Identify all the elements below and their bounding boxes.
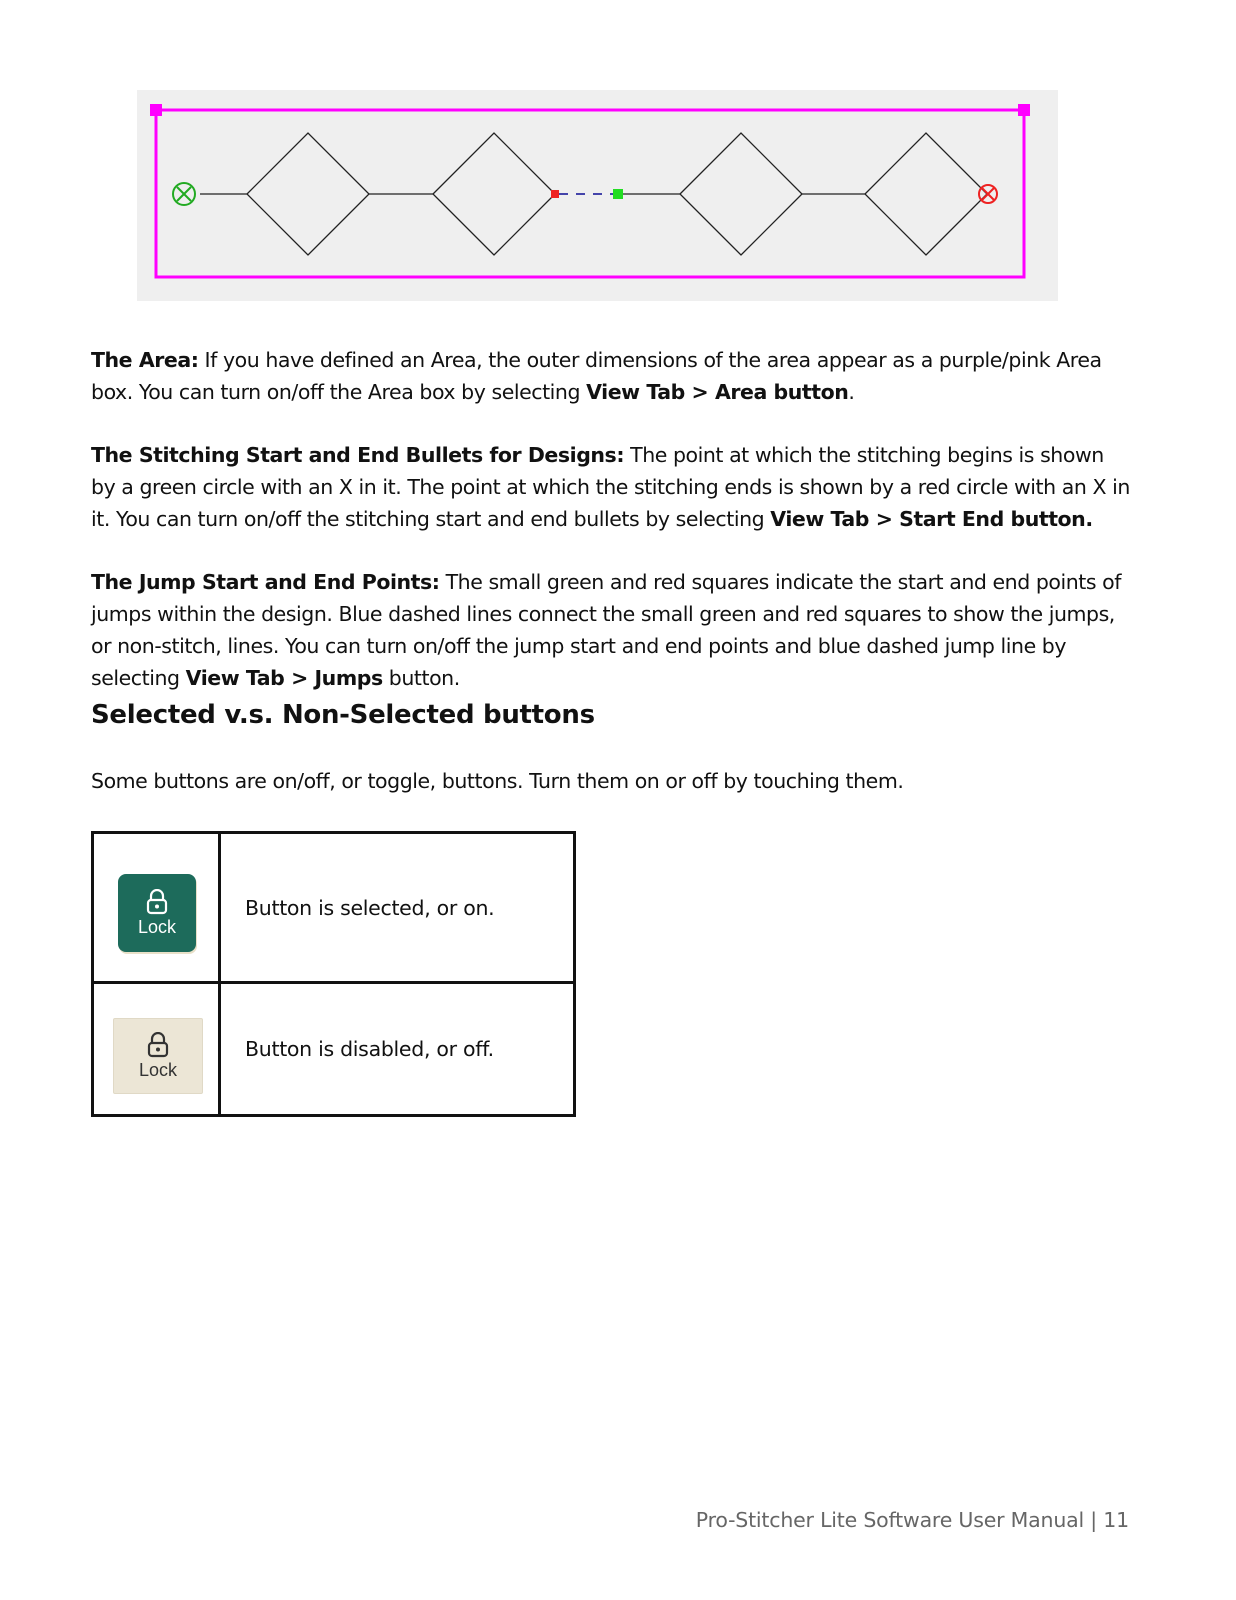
- section-heading: Selected v.s. Non-Selected buttons: [91, 700, 595, 730]
- jump-end-square: [551, 190, 559, 198]
- area-text: If you have defined an Area, the outer dimensions of the area appear as a purple/pink Area box. You can turn on/off the Area box by selecting: [91, 348, 1102, 404]
- diamond-shape: [680, 133, 802, 255]
- diamond-shape: [433, 133, 555, 255]
- jumps-text-end: button.: [382, 666, 460, 690]
- jumps-label: The Jump Start and End Points:: [91, 570, 440, 594]
- description-cell: Button is disabled, or off.: [220, 983, 575, 1116]
- icon-cell: [93, 983, 220, 1116]
- area-paragraph: [91, 344, 1131, 408]
- lock-button-label: Lock: [137, 916, 177, 937]
- bullets-paragraph: [91, 439, 1131, 535]
- page-footer: Pro-Stitcher Lite Software User Manual | 11: [695, 1508, 1129, 1532]
- design-preview-figure: [137, 90, 1058, 301]
- diamond-shape: [865, 133, 987, 255]
- area-handle-top-left: [150, 104, 162, 116]
- lock-button-label: Lock: [138, 1059, 178, 1080]
- area-label: The Area:: [91, 348, 199, 372]
- diamond-shape: [247, 133, 369, 255]
- jumps-text: The small green and red squares indicate the start and end points of jumps within the design. Blue dashed lines connect the small green and red squares to show the jumps, or non-stitch, lines. You can turn on/off the jump start and end points and blue dashed jump line by selecting: [91, 570, 1122, 690]
- jump-start-square: [613, 189, 623, 199]
- lock-button-disabled[interactable]: [113, 1018, 203, 1094]
- area-box: [156, 110, 1024, 277]
- lock-icon: [146, 1032, 170, 1058]
- stitch-start-icon: [173, 183, 195, 205]
- bullets-text: The point at which the stitching begins is shown by a green circle with an X in it. The point at which the stitching ends is shown by a red circle with an X in it. You can turn on/off the stitching start and end bullets by selecting: [91, 443, 1130, 531]
- lock-button-selected[interactable]: [118, 874, 196, 952]
- table-row: [93, 983, 575, 1116]
- area-text-end: .: [848, 380, 855, 404]
- area-handle-top-right: [1018, 104, 1030, 116]
- bullets-label: The Stitching Start and End Bullets for Designs:: [91, 443, 625, 467]
- table-row: [93, 833, 575, 983]
- design-preview-svg: [137, 90, 1058, 301]
- jumps-ref: View Tab > Jumps: [185, 666, 383, 690]
- icon-cell: [93, 833, 220, 983]
- button-state-table: [91, 831, 576, 1117]
- description-cell: Button is selected, or on.: [220, 833, 575, 983]
- bullets-ref: View Tab > Start End button.: [770, 507, 1093, 531]
- lock-icon: [145, 889, 169, 915]
- stitch-end-icon: [979, 185, 997, 203]
- jumps-paragraph: [91, 566, 1131, 694]
- section-intro: Some buttons are on/off, or toggle, buttons. Turn them on or off by touching them.: [91, 769, 904, 793]
- area-ref: View Tab > Area button: [586, 380, 849, 404]
